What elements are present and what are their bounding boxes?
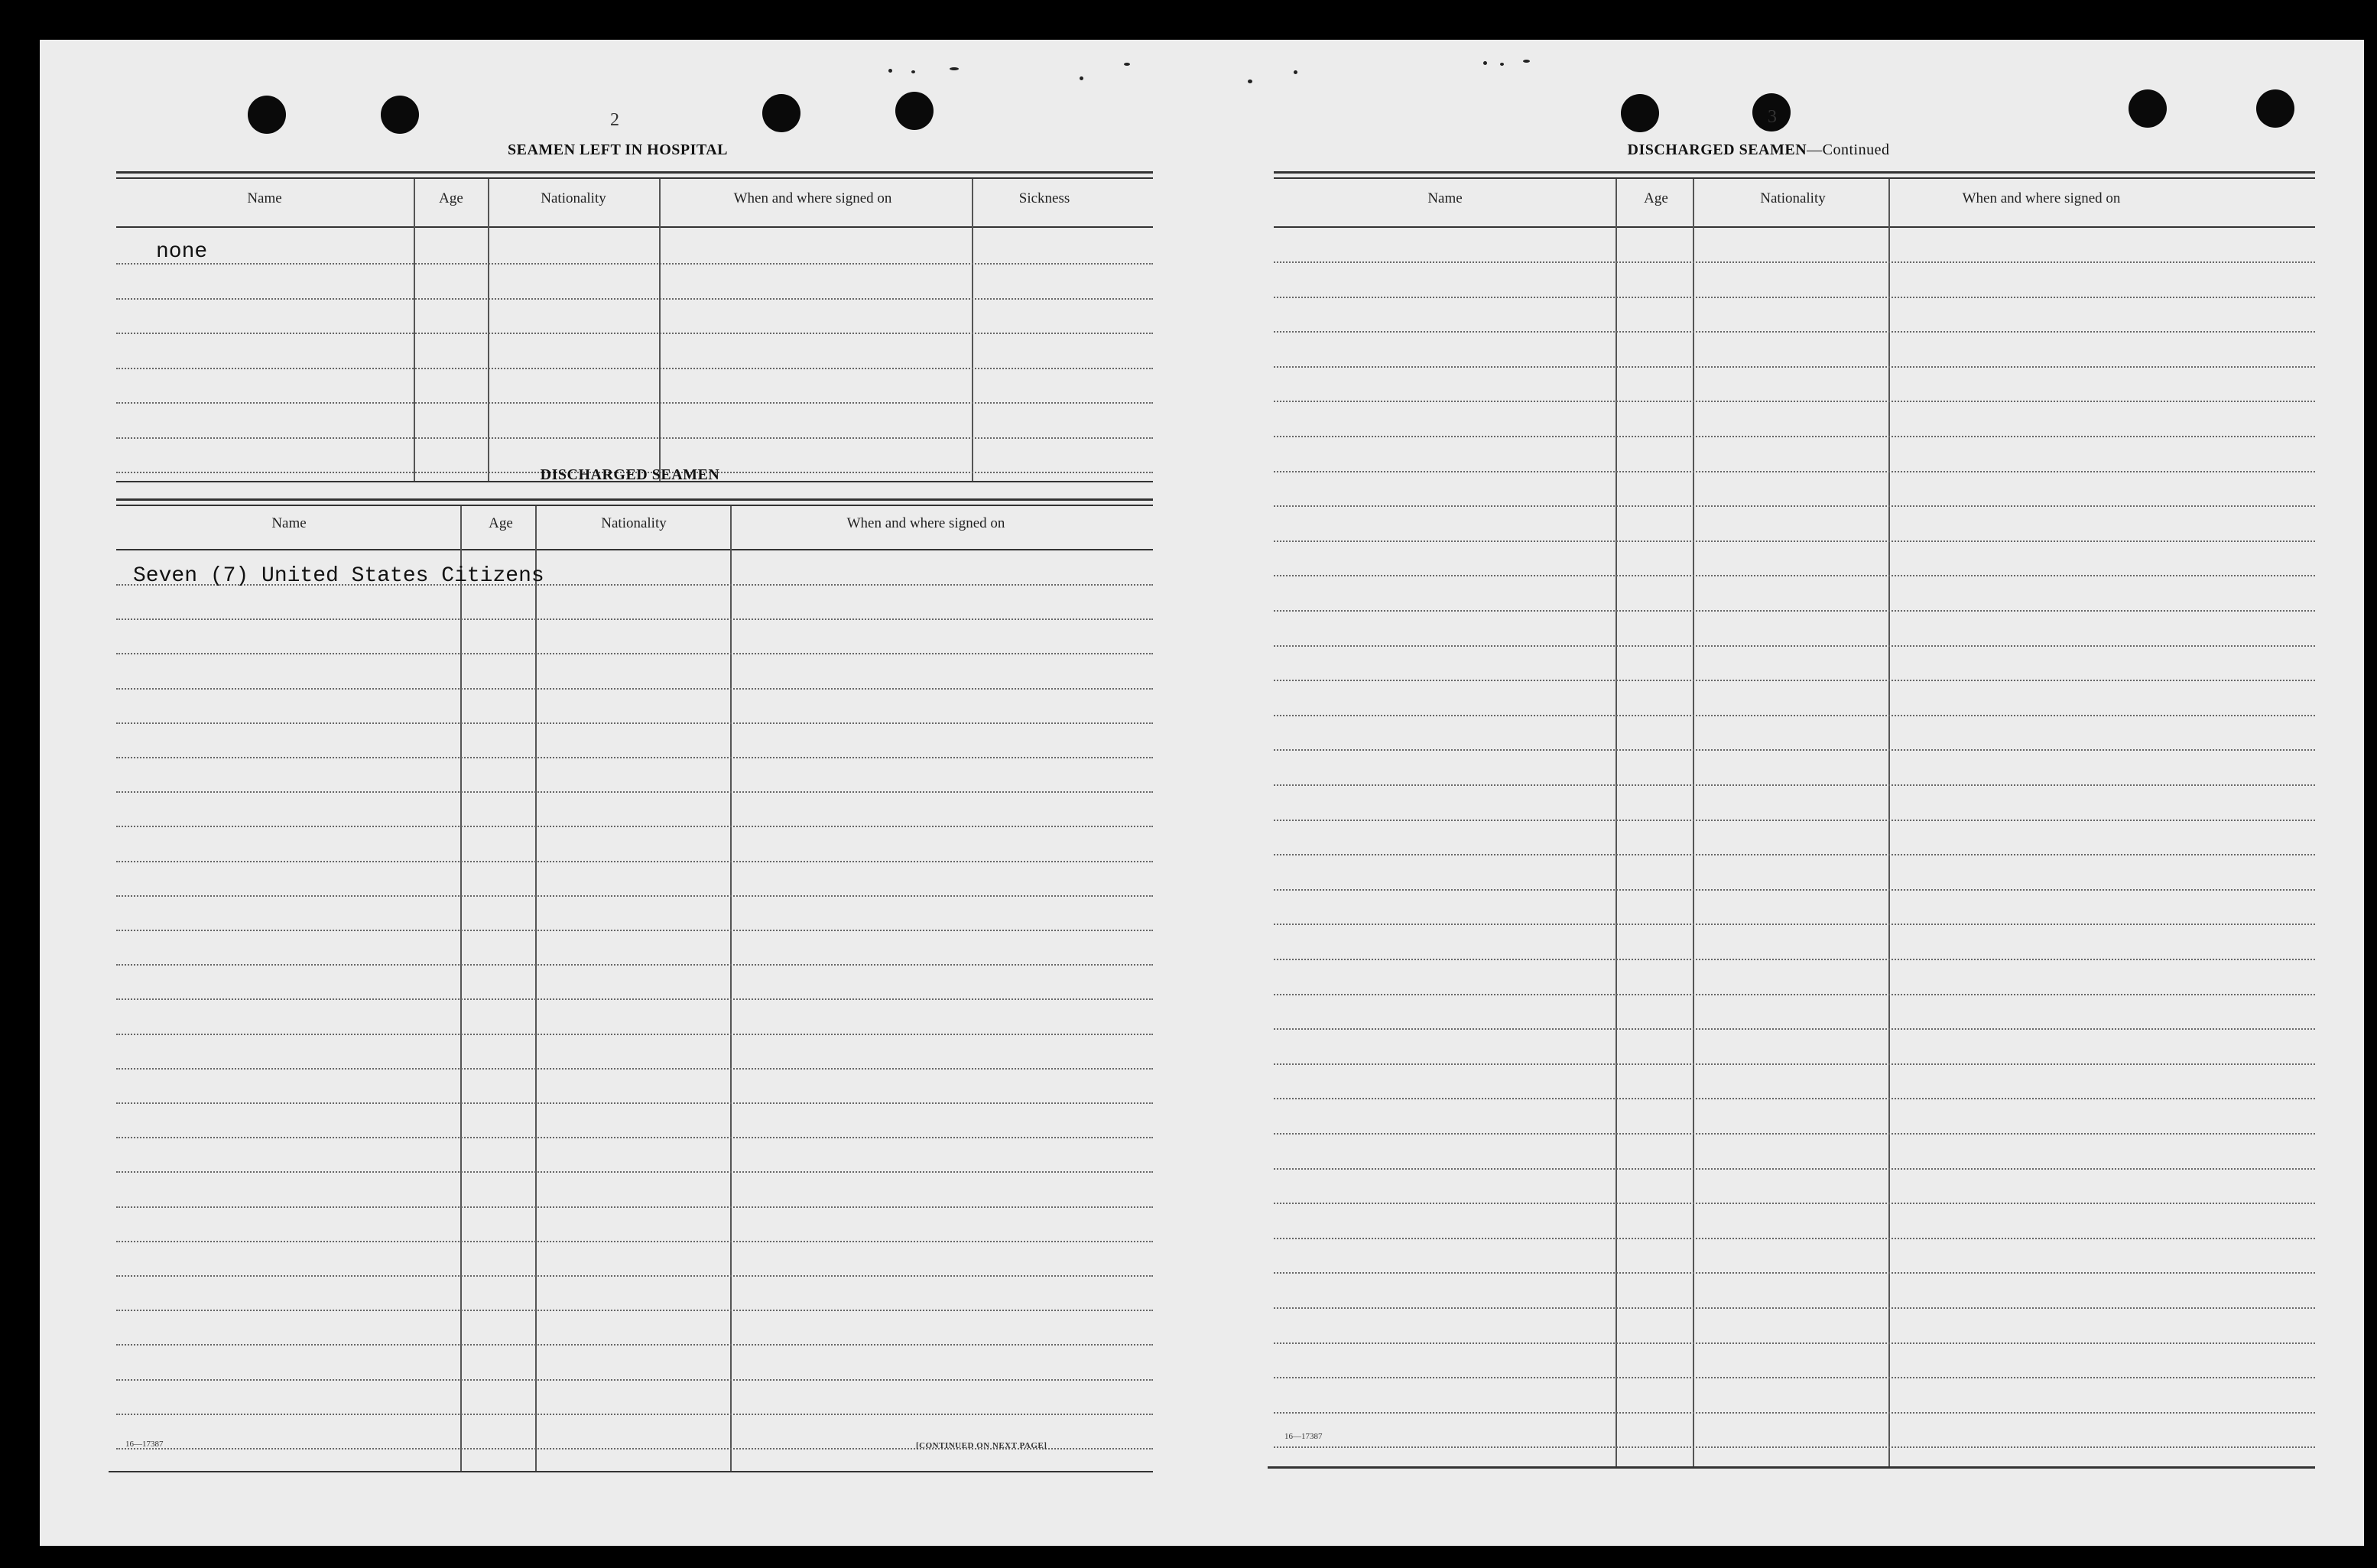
hospital-col-nationality: Nationality <box>541 190 606 206</box>
row-line <box>1274 820 2315 821</box>
speck <box>1483 61 1487 65</box>
punch-hole <box>895 92 934 130</box>
row-line <box>1274 1446 2315 1448</box>
row-line <box>1274 505 2315 507</box>
punch-hole <box>2129 89 2167 128</box>
row-line <box>116 298 1153 300</box>
row-line <box>1274 471 2315 472</box>
discharged-col-divider <box>535 506 537 1472</box>
row-line <box>116 1137 1153 1138</box>
row-line <box>1274 784 2315 786</box>
row-line <box>116 861 1153 862</box>
row-line <box>116 1034 1153 1035</box>
right-header-rule <box>1274 226 2315 228</box>
hospital-table-top-rule-2 <box>116 177 1153 179</box>
row-line <box>1274 1307 2315 1309</box>
row-line <box>116 1344 1153 1346</box>
row-line <box>1274 401 2315 402</box>
hospital-header-rule <box>116 226 1153 228</box>
row-line <box>116 1275 1153 1277</box>
speck <box>888 69 892 73</box>
row-line <box>116 1310 1153 1311</box>
row-line <box>116 1171 1153 1173</box>
row-line <box>1274 1028 2315 1030</box>
discharged-header-rule <box>116 549 1153 550</box>
right-section-title-suffix: —Continued <box>1807 141 1890 158</box>
discharged-entry: Seven (7) United States Citizens <box>133 564 544 588</box>
page-number-right: 3 <box>1768 107 1777 127</box>
punch-hole <box>248 96 286 134</box>
row-line <box>116 826 1153 827</box>
row-line <box>116 437 1153 439</box>
row-line <box>1274 1063 2315 1065</box>
punch-hole <box>381 96 419 134</box>
row-line <box>1274 1377 2315 1378</box>
speck <box>1500 63 1504 66</box>
hospital-table-top-rule <box>116 171 1153 174</box>
row-line <box>1274 1133 2315 1135</box>
discharged-table-top-rule-2 <box>116 505 1153 506</box>
row-line <box>1274 610 2315 612</box>
punch-hole <box>762 94 800 132</box>
discharged-col-age: Age <box>489 515 513 531</box>
row-line <box>1274 1168 2315 1170</box>
punch-hole <box>2256 89 2294 128</box>
continued-note: [CONTINUED ON NEXT PAGE] <box>916 1441 1047 1450</box>
speck <box>1124 63 1130 66</box>
row-line <box>1274 261 2315 263</box>
row-line <box>1274 541 2315 542</box>
form-number-right: 16—17387 <box>1284 1432 1323 1441</box>
right-col-age: Age <box>1644 190 1668 206</box>
row-line <box>1274 575 2315 576</box>
row-line <box>116 1102 1153 1104</box>
row-line <box>116 722 1153 724</box>
document-sheet <box>40 40 2364 1546</box>
right-col-nationality: Nationality <box>1760 190 1826 206</box>
row-line <box>1274 749 2315 751</box>
hospital-col-sickness: Sickness <box>1018 190 1070 206</box>
row-line <box>1274 1272 2315 1274</box>
row-line <box>116 964 1153 966</box>
speck <box>950 67 959 70</box>
speck <box>1523 60 1530 63</box>
row-line <box>116 998 1153 1000</box>
row-line <box>1274 1203 2315 1204</box>
discharged-table-bottom-rule <box>109 1471 1153 1472</box>
right-section-title-text: DISCHARGED SEAMEN <box>1627 141 1807 158</box>
row-line <box>116 333 1153 334</box>
right-table-top-rule <box>1274 171 2315 174</box>
right-col-divider <box>1616 179 1617 1468</box>
row-line <box>116 895 1153 897</box>
row-line <box>116 1206 1153 1208</box>
right-table-top-rule-2 <box>1274 177 2315 179</box>
hospital-col-age: Age <box>439 190 463 206</box>
row-line <box>116 263 1153 265</box>
row-line <box>116 368 1153 369</box>
row-line <box>1274 1342 2315 1344</box>
row-line <box>1274 331 2315 333</box>
hospital-col-name: Name <box>247 190 282 206</box>
row-line <box>1274 436 2315 437</box>
punch-hole <box>1621 94 1659 132</box>
row-line <box>1274 366 2315 368</box>
row-line <box>116 930 1153 931</box>
speck <box>1294 70 1297 74</box>
hospital-col-signed-on: When and where signed on <box>733 190 892 206</box>
right-section-title <box>1628 141 1890 159</box>
discharged-col-signed-on: When and where signed on <box>846 515 1005 531</box>
hospital-entry: none <box>156 240 208 264</box>
row-line <box>1274 715 2315 716</box>
discharged-col-nationality: Nationality <box>601 515 667 531</box>
discharged-col-divider <box>730 506 732 1472</box>
discharged-table-top-rule <box>116 498 1153 501</box>
right-col-divider <box>1693 179 1694 1468</box>
discharged-col-name: Name <box>271 515 307 531</box>
row-line <box>1274 889 2315 891</box>
right-col-signed-on: When and where signed on <box>1962 190 2121 206</box>
discharged-section-title: DISCHARGED SEAMEN <box>540 466 720 483</box>
right-col-divider <box>1888 179 1890 1468</box>
speck <box>911 70 915 73</box>
row-line <box>116 1414 1153 1415</box>
hospital-section-title: SEAMEN LEFT IN HOSPITAL <box>507 141 729 158</box>
row-line <box>116 757 1153 758</box>
row-line <box>1274 1098 2315 1099</box>
speck <box>1080 76 1083 80</box>
page-number-left: 2 <box>610 110 619 130</box>
row-line <box>116 1379 1153 1381</box>
row-line <box>116 618 1153 620</box>
row-line <box>1274 994 2315 995</box>
row-line <box>1274 854 2315 855</box>
right-col-name: Name <box>1427 190 1463 206</box>
discharged-col-divider <box>460 506 462 1472</box>
row-line <box>116 1068 1153 1070</box>
row-line <box>116 653 1153 654</box>
form-number-left: 16—17387 <box>125 1440 164 1449</box>
row-line <box>1274 645 2315 647</box>
row-line <box>1274 1412 2315 1414</box>
row-line <box>116 402 1153 404</box>
row-line <box>116 1241 1153 1242</box>
row-line <box>1274 959 2315 960</box>
row-line <box>1274 1238 2315 1239</box>
row-line <box>116 791 1153 793</box>
row-line <box>1274 297 2315 298</box>
right-table-bottom-rule <box>1268 1466 2315 1469</box>
row-line <box>116 688 1153 690</box>
speck <box>1248 80 1252 83</box>
row-line <box>1274 924 2315 925</box>
row-line <box>1274 680 2315 681</box>
